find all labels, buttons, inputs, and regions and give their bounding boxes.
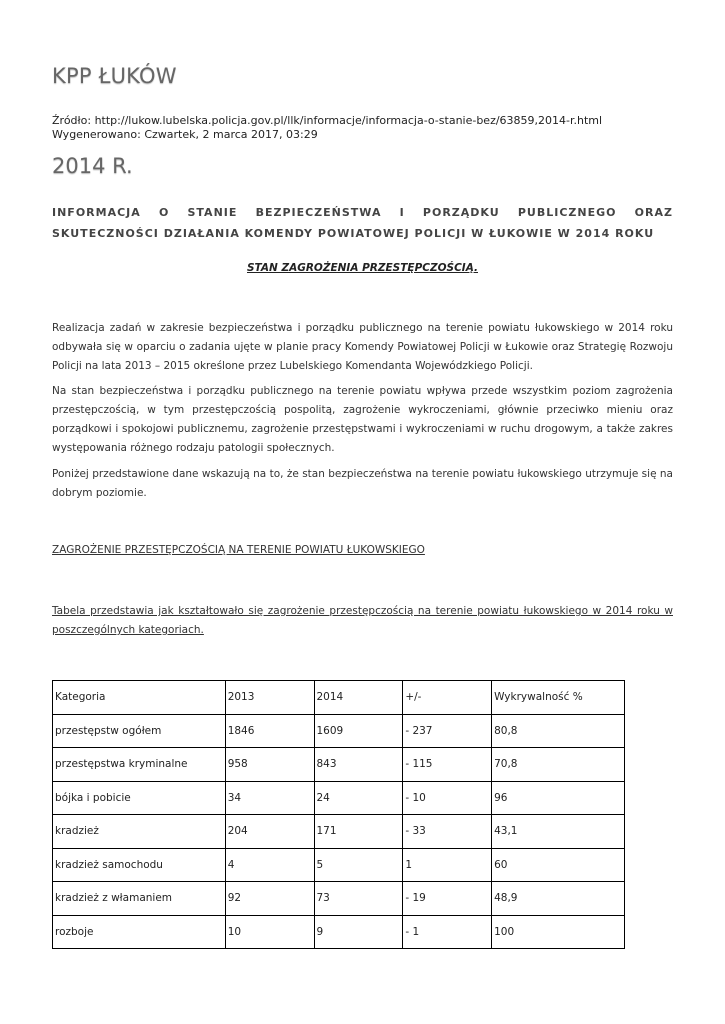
generated-line: Wygenerowano: Czwartek, 2 marca 2017, 03:29 — [52, 128, 318, 141]
header-cell-2014: 2014 — [314, 681, 403, 715]
table-cell: 9 — [314, 915, 403, 949]
table-cell: 171 — [314, 815, 403, 849]
table-cell: 843 — [314, 748, 403, 782]
table-cell: 73 — [314, 882, 403, 916]
table-cell: przestępstw ogółem — [53, 714, 226, 748]
crime-statistics-table — [52, 680, 625, 949]
table-cell: 92 — [225, 882, 314, 916]
table-cell: kradzież samochodu — [53, 848, 226, 882]
table-row — [53, 815, 625, 849]
table-cell: 1846 — [225, 714, 314, 748]
table-cell: 80,8 — [492, 714, 625, 748]
table-cell: 60 — [492, 848, 625, 882]
paragraph-2: Na stan bezpieczeństwa i porządku publicznego na terenie powiatu wpływa przede wszystkim poziom zagrożenia przestępczością, w tym przestępczością pospolitą, zagrożenie wykroczeniami, głównie przeciwko mieniu oraz porządkowi i spokojowi publicznemu, zagrożenie przestępstwami i wykroczeniami w ruchu drogowym, a także zakres występowania różnego rodzaju patologii społecznych. — [52, 385, 673, 454]
table-cell: 204 — [225, 815, 314, 849]
table-cell: kradzież z włamaniem — [53, 882, 226, 916]
table-cell: bójka i pobicie — [53, 781, 226, 815]
header-cell-change: +/- — [403, 681, 492, 715]
document-meta — [52, 114, 602, 142]
table-cell: 24 — [314, 781, 403, 815]
table-cell: - 10 — [403, 781, 492, 815]
table-row — [53, 882, 625, 916]
table-cell: 958 — [225, 748, 314, 782]
table-cell: 70,8 — [492, 748, 625, 782]
table-cell: 100 — [492, 915, 625, 949]
source-line: Źródło: http://lukow.lubelska.policja.gov.pl/llk/informacje/informacja-o-stanie-bez/63859,2014-r.html — [52, 114, 603, 127]
table-cell: kradzież — [53, 815, 226, 849]
site-title: KPP ŁUKÓW — [52, 64, 177, 88]
table-cell: 34 — [225, 781, 314, 815]
table-row — [53, 714, 625, 748]
table-cell: rozboje — [53, 915, 226, 949]
table-row — [53, 848, 625, 882]
section-title: STAN ZAGROŻENIA PRZESTĘPCZOŚCIĄ. — [247, 262, 478, 274]
table-cell: - 33 — [403, 815, 492, 849]
sub-heading: ZAGROŻENIE PRZESTĘPCZOŚCIĄ NA TERENIE POWIATU ŁUKOWSKIEGO — [52, 544, 425, 556]
table-cell: przestępstwa kryminalne — [53, 748, 226, 782]
table-row — [53, 915, 625, 949]
table-cell: 48,9 — [492, 882, 625, 916]
article-headline: INFORMACJA O STANIE BEZPIECZEŃSTWA I PORZĄDKU PUBLICZNEGO ORAZ SKUTECZNOŚCI DZIAŁANIA KOMENDY POWIATOWEJ POLICJI W ŁUKOWIE W 2014 ROKU — [52, 206, 673, 240]
header-cell-detection: Wykrywalność % — [492, 681, 625, 715]
table-cell: 1 — [403, 848, 492, 882]
table-cell: - 19 — [403, 882, 492, 916]
table-cell: 10 — [225, 915, 314, 949]
table-cell: - 237 — [403, 714, 492, 748]
header-cell-2013: 2013 — [225, 681, 314, 715]
table-header-row — [53, 681, 625, 715]
table-cell: 1609 — [314, 714, 403, 748]
table-cell: 4 — [225, 848, 314, 882]
table-row — [53, 748, 625, 782]
table-intro: Tabela przedstawia jak kształtowało się zagrożenie przestępczością na terenie powiatu łukowskiego w 2014 roku w poszczególnych kategoriach. — [52, 605, 673, 636]
table-cell: - 1 — [403, 915, 492, 949]
paragraph-3: Poniżej przedstawione dane wskazują na to, że stan bezpieczeństwa na terenie powiatu łukowskiego utrzymuje się na dobrym poziomie. — [52, 468, 673, 499]
table-row — [53, 781, 625, 815]
table-cell: 43,1 — [492, 815, 625, 849]
paragraph-1: Realizacja zadań w zakresie bezpieczeństwa i porządku publicznego na terenie powiatu łukowskiego w 2014 roku odbywała się w oparciu o zadania ujęte w planie pracy Komendy Powiatowej Policji w Łukowie oraz Strategię Rozwoju Policji na lata 2013 – 2015 określone przez Lubelskiego Komendanta Wojewódzkiego Policji. — [52, 322, 673, 372]
table-cell: 96 — [492, 781, 625, 815]
table-cell: 5 — [314, 848, 403, 882]
article-title: 2014 R. — [52, 154, 133, 178]
header-cell-category: Kategoria — [53, 681, 226, 715]
table-cell: - 115 — [403, 748, 492, 782]
